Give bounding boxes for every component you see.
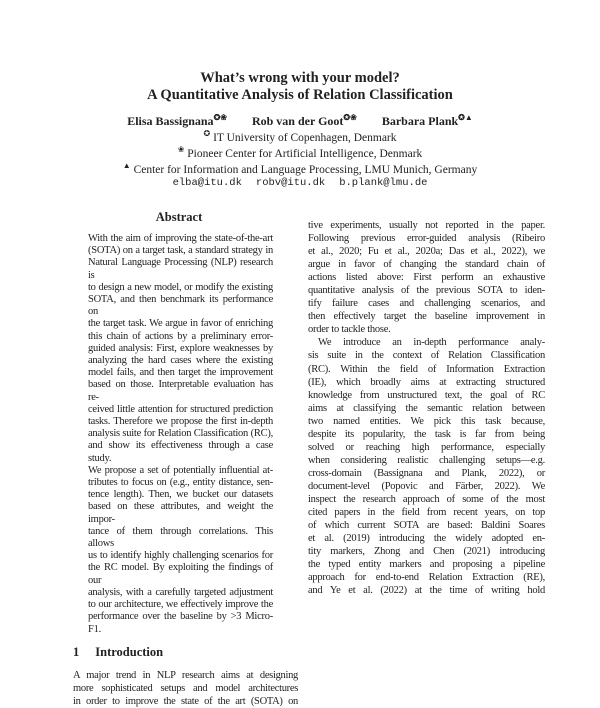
text-line: tasks. Therefore we propose the first in-depth — [88, 416, 273, 428]
author-list — [0, 113, 600, 129]
text-line: (SOTA) on a target task, a standard strategy in — [88, 245, 273, 257]
text-line: tributes to focus on (e.g., entity distance, sen- — [88, 477, 273, 489]
text-line: in order to improve the state of the art (SOTA) on — [73, 695, 298, 707]
text-line: With the aim of improving the state-of-the-art — [88, 233, 273, 244]
author: Rob van der Goot✪❀ — [251, 113, 357, 128]
text-line: then effectively target the baseline improvement in — [308, 311, 545, 323]
author: Barbara Plank✪▲ — [381, 113, 473, 128]
text-line: analysis suite for Relation Classification (RC), — [88, 428, 273, 440]
text-line: SOTA, and then benchmark its performance on — [88, 294, 273, 318]
author-emails — [0, 177, 600, 189]
text-line: model fails, and then target the improvement — [88, 367, 273, 379]
text-line: the target task. We argue in favor of enriching — [88, 318, 273, 330]
text-line: tive experiments, usually not reported in the paper. — [308, 220, 545, 231]
text-line: more sophisticated setups and model architectures — [73, 682, 298, 694]
section-heading-introduction: 1 Introduction — [73, 644, 164, 659]
text-line: tity markers, Zhong and Chen (2021) introducing — [308, 546, 545, 558]
text-line: Natural Language Processing (NLP) research is — [88, 257, 273, 281]
text-line: order to tackle those. — [308, 324, 391, 336]
text-line: analysis, with a carefully targeted adjustment — [88, 586, 273, 598]
text-line: (IE), which broadly aims at extracting structured — [308, 376, 545, 388]
affiliation-mark-icon: ❀ — [177, 145, 185, 154]
author: Elisa Bassignana✪❀ — [127, 113, 227, 128]
text-line: based on these attributes, and weight the impor- — [88, 501, 273, 525]
paper-title-line-1: What’s wrong with your model? — [200, 70, 400, 86]
affiliation: ❀ Pioneer Center for Artificial Intelligence, Denmark — [177, 145, 423, 160]
affiliation-marks-icon: ✪❀ — [343, 113, 357, 122]
text-line: tance of them through correlations. This allows — [88, 525, 273, 550]
text-line: guided analysis: First, explore weaknesses by — [88, 342, 273, 354]
affiliation: ▲ Center for Information and Language Processing, LMU Munich, Germany — [122, 161, 478, 176]
left-column — [60, 210, 298, 708]
affiliation-mark-icon: ✪ — [203, 129, 211, 138]
abstract-body — [88, 233, 273, 636]
email: b.plank@lmu.de — [339, 177, 428, 189]
text-line: of which current SOTA are based: Baldini Soares — [308, 520, 545, 532]
text-line: despite its popularity, the task is far from being — [308, 428, 545, 440]
text-line: knowledge from unstructured text, the goal of RC — [308, 389, 545, 401]
text-line: cross-domain (Bassignana and Plank, 2022), or — [308, 467, 545, 479]
text-line: to our architecture, we effectively improve the — [88, 599, 273, 611]
text-line: We introduce an in-depth performance analy- — [318, 337, 545, 349]
text-line: the RC model. By exploiting the findings of our — [88, 562, 273, 586]
text-line: cited papers in the field from recent years, on top — [308, 507, 545, 519]
right-column-body — [308, 219, 545, 597]
text-line: to design a new model, or modify the existing — [88, 281, 273, 293]
text-line: sis suite in the context of Relation Classification — [308, 350, 545, 362]
affiliation-marks-icon: ✪▲ — [458, 113, 473, 122]
text-line: tify failure cases and challenging scenarios, and — [308, 298, 545, 310]
text-line: performance over the baseline by >3 Micro-F1. — [88, 611, 273, 635]
text-line: approach for end-to-end Relation Extraction (RE), — [308, 572, 545, 584]
text-line: ceived little attention for structured prediction — [88, 403, 273, 415]
text-line: A major trend in NLP research aims at designing — [73, 669, 298, 681]
text-line: (RC). Within the field of Information Extraction — [308, 363, 545, 375]
text-line: based on those. Interpretable evaluation has re- — [88, 379, 273, 403]
email: robv@itu.dk — [255, 177, 326, 189]
introduction-body — [73, 669, 298, 708]
text-line: inspect the research approach of some of the most — [308, 493, 545, 505]
text-line: and Ye et al. (2022) at the time of writing hold — [308, 585, 545, 597]
text-line: tence length). Then, we bucket our datasets — [88, 489, 273, 501]
text-line: us to identify highly challenging scenarios for — [88, 550, 273, 562]
text-line: the typed entity markers and proposing a pipeline — [308, 559, 545, 571]
text-line: et al. (2019) introducing the widely adopted en- — [308, 533, 545, 545]
text-line: when considering realistic challenging setups—e.g. — [308, 454, 545, 466]
text-line: argue in favor of changing the standard chain of — [308, 259, 545, 271]
email: elba@itu.dk — [172, 177, 242, 189]
affiliation: ✪ IT University of Copenhagen, Denmark — [203, 129, 397, 144]
affiliation-mark-icon: ▲ — [122, 161, 131, 170]
text-line: document-level (Popovic and Färber, 2022). We — [308, 480, 545, 492]
text-line: analyzing the hard cases where the existing — [88, 355, 273, 367]
text-line: We propose a set of potentially influential at- — [88, 464, 273, 476]
paper-title-line-2: A Quantitative Analysis of Relation Classification — [147, 87, 453, 103]
affiliation-marks-icon: ✪❀ — [213, 113, 227, 122]
text-line: solved or reaching high performance, especially — [308, 441, 545, 453]
text-line: and show its effectiveness through a case study. — [88, 440, 273, 464]
text-line: this chain of actions by a preliminary error- — [88, 330, 273, 342]
text-line: actions listed above: First perform an exhaustive — [308, 272, 545, 284]
text-line: two named entities. We pick this task because, — [308, 415, 545, 427]
abstract-heading: Abstract — [155, 210, 203, 224]
text-line: quantitative analysis of the previous SOTA to iden- — [308, 285, 545, 297]
text-line: Following previous error-guided analysis (Ribeiro — [308, 233, 545, 245]
text-line: et al., 2020; Fu et al., 2020a; Das et al., 2022), we — [308, 246, 545, 258]
text-line: aims at classifying the semantic relation between — [308, 402, 545, 414]
